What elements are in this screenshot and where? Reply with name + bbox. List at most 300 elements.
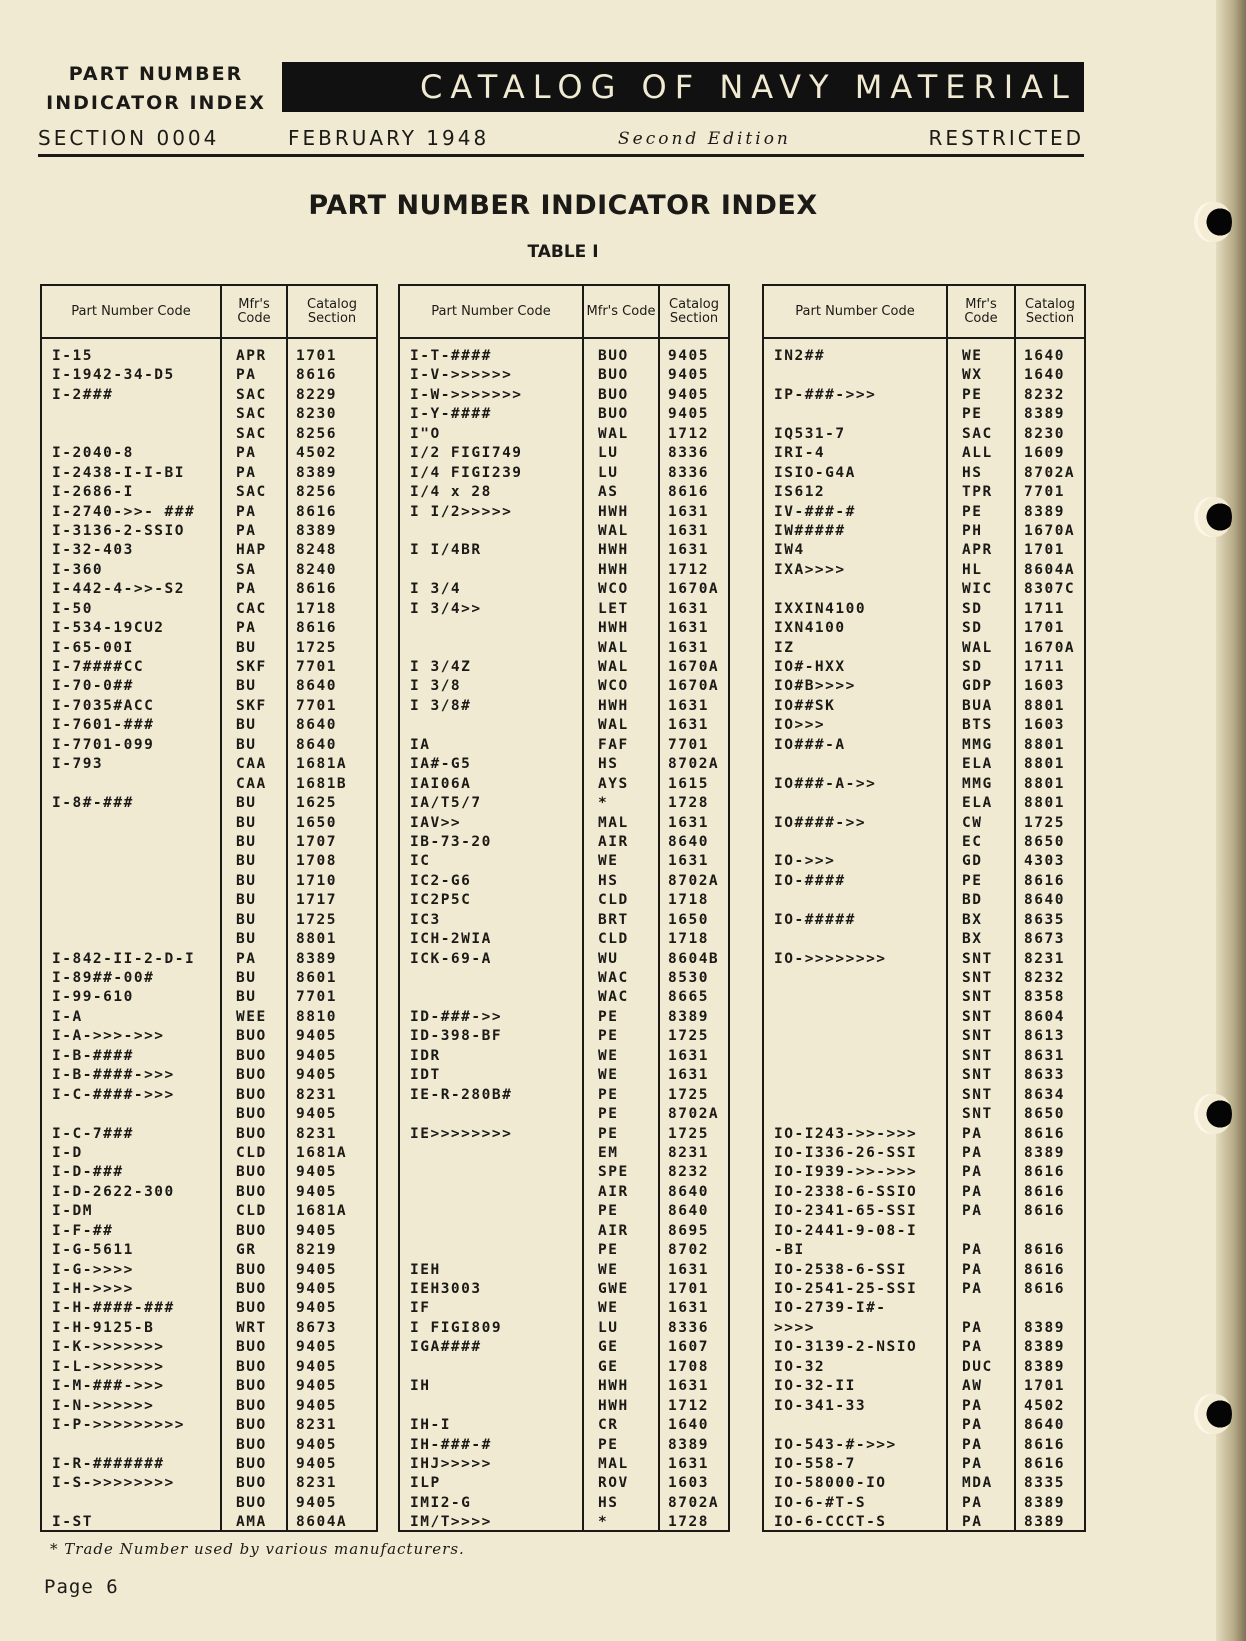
part-number-cell: ISIO-G4A xyxy=(774,464,856,481)
table-row xyxy=(764,775,1084,794)
catalog-section-cell: 9405 xyxy=(668,367,709,384)
table-row xyxy=(42,347,376,366)
mfr-code-cell: PA xyxy=(236,522,257,539)
part-number-cell: I/4 FIGI239 xyxy=(410,464,523,481)
table-row xyxy=(400,1280,728,1299)
table-row xyxy=(764,1280,1084,1299)
mfr-code-cell: PA xyxy=(962,1242,983,1259)
catalog-section-cell: 8336 xyxy=(668,464,709,481)
mfr-code-cell: PE xyxy=(598,1028,619,1045)
table-title: TABLE I xyxy=(527,242,599,262)
catalog-section-cell: 8230 xyxy=(296,406,337,423)
part-number-cell: IO-32 xyxy=(774,1358,826,1375)
binder-hole xyxy=(1198,1094,1232,1134)
part-number-cell: ILP xyxy=(410,1475,441,1492)
part-number-cell: IMI2-G xyxy=(410,1494,472,1511)
catalog-section-cell: 8801 xyxy=(1024,697,1065,714)
mfr-code-cell: BUO xyxy=(236,1067,267,1084)
table-row xyxy=(400,833,728,852)
mfr-code-cell: LU xyxy=(598,464,619,481)
table-row xyxy=(764,639,1084,658)
mfr-code-cell: SAC xyxy=(236,425,267,442)
table-row xyxy=(42,1105,376,1124)
mfr-code-cell: HS xyxy=(598,1494,619,1511)
catalog-section-cell: 8231 xyxy=(296,1475,337,1492)
catalog-section-cell: 8307C xyxy=(1024,581,1076,598)
table-row xyxy=(400,386,728,405)
catalog-section-cell: 8801 xyxy=(1024,775,1065,792)
catalog-section-cell: 8702A xyxy=(668,872,720,889)
catalog-section-cell: 1701 xyxy=(668,1281,709,1297)
mfr-code-cell: LU xyxy=(598,445,619,462)
table-body xyxy=(400,347,728,1533)
table-row xyxy=(400,658,728,677)
part-number-cell: IO-I243->>->>> xyxy=(774,1125,918,1142)
mfr-code-cell: HWH xyxy=(598,620,629,637)
table-row xyxy=(764,658,1084,677)
mfr-code-cell: SD xyxy=(962,620,983,637)
index-table-2 xyxy=(398,284,730,1532)
mfr-code-cell: BU xyxy=(236,639,257,656)
table-row xyxy=(42,366,376,385)
catalog-section-cell: 1631 xyxy=(668,814,709,831)
part-number-cell: I-15 xyxy=(52,348,93,364)
catalog-section-cell: 1718 xyxy=(296,600,337,617)
mfr-code-cell: HS xyxy=(598,872,619,889)
mfr-code-cell: BUA xyxy=(962,697,993,714)
part-number-cell: ID-###->> xyxy=(410,1008,503,1025)
part-number-cell: IO->>> xyxy=(774,853,836,870)
catalog-section-cell: 8389 xyxy=(296,464,337,481)
catalog-section-cell: 8640 xyxy=(1024,1417,1065,1434)
table-row xyxy=(42,600,376,619)
catalog-section-cell: 1631 xyxy=(668,1455,709,1472)
table-row xyxy=(42,950,376,969)
mfr-code-cell: PE xyxy=(962,386,983,403)
mfr-code-cell: APR xyxy=(962,542,993,559)
mfr-code-cell: CLD xyxy=(236,1203,267,1220)
mfr-code-cell: ROV xyxy=(598,1475,629,1492)
catalog-section-cell: 1707 xyxy=(296,833,337,850)
mfr-code-cell: BU xyxy=(236,717,257,734)
table-row xyxy=(400,814,728,833)
mfr-code-cell: SA xyxy=(236,561,257,578)
mfr-code-cell: PE xyxy=(598,1125,619,1142)
part-number-cell: IEH3003 xyxy=(410,1281,482,1297)
part-number-cell: IXN4100 xyxy=(774,620,846,637)
catalog-section-cell: 8640 xyxy=(296,736,337,753)
catalog-section-cell: 8650 xyxy=(1024,833,1065,850)
catalog-section-cell: 8702A xyxy=(1024,464,1076,481)
catalog-section-cell: 8616 xyxy=(668,484,709,501)
mfr-code-cell: TPR xyxy=(962,484,993,501)
mfr-code-cell: WE xyxy=(598,1047,619,1064)
table-row xyxy=(764,950,1084,969)
catalog-section-cell: 7701 xyxy=(668,736,709,753)
catalog-section-cell: 1711 xyxy=(1024,600,1065,617)
mfr-code-cell: SNT xyxy=(962,989,993,1006)
catalog-section-cell: 1681A xyxy=(296,1203,348,1220)
part-number-cell: IO-2441-9-08-I xyxy=(774,1222,918,1239)
mfr-code-cell: FAF xyxy=(598,736,629,753)
catalog-section-cell: 1670A xyxy=(668,678,720,695)
catalog-section-cell: 1725 xyxy=(668,1028,709,1045)
table-row xyxy=(42,1066,376,1085)
mfr-code-cell: SAC xyxy=(236,406,267,423)
catalog-section-cell: 4303 xyxy=(1024,853,1065,870)
mfr-code-cell: PH xyxy=(962,522,983,539)
table-row xyxy=(400,969,728,988)
part-number-cell: I-G->>>> xyxy=(52,1261,134,1278)
table-row xyxy=(42,1125,376,1144)
mfr-code-cell: PE xyxy=(598,1008,619,1025)
part-number-cell: I-L->>>>>>> xyxy=(52,1358,165,1375)
mfr-code-cell: MAL xyxy=(598,814,629,831)
part-number-cell: I-32-403 xyxy=(52,542,134,559)
catalog-section-cell: 1650 xyxy=(296,814,337,831)
mfr-code-cell: PA xyxy=(962,1125,983,1142)
catalog-section-cell: 8801 xyxy=(296,931,337,948)
part-number-cell: I-M-###->>> xyxy=(52,1378,165,1395)
part-number-cell: I-360 xyxy=(52,561,104,578)
catalog-section-cell: 1631 xyxy=(668,697,709,714)
part-number-cell: I-D xyxy=(52,1144,83,1161)
table-row xyxy=(42,1494,376,1513)
mfr-code-cell: APR xyxy=(236,348,267,364)
index-table-3 xyxy=(762,284,1086,1532)
catalog-section-cell: 1718 xyxy=(668,892,709,909)
catalog-section-cell: 8640 xyxy=(296,678,337,695)
part-number-cell: IXXIN4100 xyxy=(774,600,867,617)
table-row xyxy=(42,1455,376,1474)
part-number-cell: I-842-II-2-D-I xyxy=(52,950,196,967)
part-number-cell: IDT xyxy=(410,1067,441,1084)
table-row xyxy=(400,639,728,658)
catalog-section-cell: 8640 xyxy=(668,833,709,850)
catalog-section-cell: 9405 xyxy=(668,348,709,364)
mfr-code-cell: BUO xyxy=(236,1339,267,1356)
table-row xyxy=(400,1066,728,1085)
table-row xyxy=(42,386,376,405)
part-number-cell: IM/T>>>> xyxy=(410,1514,492,1531)
mfr-code-cell: PE xyxy=(962,503,983,520)
part-number-cell: IC2-G6 xyxy=(410,872,472,889)
part-number-cell: ID-398-BF xyxy=(410,1028,503,1045)
mfr-code-cell: ELA xyxy=(962,756,993,773)
catalog-section-cell: 1681A xyxy=(296,756,348,773)
mfr-code-cell: BUO xyxy=(236,1028,267,1045)
table-row xyxy=(400,872,728,891)
table-row xyxy=(400,1163,728,1182)
mfr-code-cell: SAC xyxy=(236,386,267,403)
mfr-code-cell: HWH xyxy=(598,542,629,559)
catalog-section-cell: 8650 xyxy=(1024,1106,1065,1123)
table-row xyxy=(42,794,376,813)
mfr-code-cell: BUO xyxy=(236,1494,267,1511)
table-row xyxy=(400,1358,728,1377)
catalog-section-cell: 1681B xyxy=(296,775,348,792)
table-row xyxy=(42,1377,376,1396)
mfr-code-cell: WU xyxy=(598,950,619,967)
mfr-code-cell: DUC xyxy=(962,1358,993,1375)
table-row xyxy=(764,930,1084,949)
part-number-cell: I-B-#### xyxy=(52,1047,134,1064)
catalog-section-cell: 1631 xyxy=(668,853,709,870)
part-number-cell: IA/T5/7 xyxy=(410,795,482,812)
table-row xyxy=(764,1047,1084,1066)
catalog-section-cell: 8616 xyxy=(296,581,337,598)
table-row xyxy=(400,755,728,774)
part-number-cell: I-2### xyxy=(52,386,114,403)
table-row xyxy=(764,580,1084,599)
mfr-code-cell: BUO xyxy=(236,1281,267,1297)
table-row xyxy=(764,522,1084,541)
catalog-section-cell: 9405 xyxy=(296,1047,337,1064)
part-number-cell: I-S->>>>>>>> xyxy=(52,1475,175,1492)
mfr-code-cell: BUO xyxy=(236,1183,267,1200)
mfr-code-cell: GWE xyxy=(598,1281,629,1297)
part-number-cell: IC2P5C xyxy=(410,892,472,909)
part-number-cell: I-DM xyxy=(52,1203,93,1220)
mfr-code-cell: WAL xyxy=(962,639,993,656)
part-number-cell: I-89##-00# xyxy=(52,970,155,986)
part-number-cell: IH-###-# xyxy=(410,1436,492,1453)
mfr-code-cell: BU xyxy=(236,736,257,753)
mfr-code-cell: CAC xyxy=(236,600,267,617)
part-number-cell: I-65-00I xyxy=(52,639,134,656)
table-row xyxy=(42,716,376,735)
table-row xyxy=(400,619,728,638)
part-number-cell: IE>>>>>>>> xyxy=(410,1125,513,1142)
table-row xyxy=(42,1280,376,1299)
part-number-cell: IC3 xyxy=(410,911,441,928)
catalog-section-cell: 8256 xyxy=(296,484,337,501)
part-number-cell: IH xyxy=(410,1378,431,1395)
catalog-section-cell: 8673 xyxy=(296,1319,337,1336)
part-number-cell: IV-###-# xyxy=(774,503,856,520)
catalog-section-cell: 8616 xyxy=(296,367,337,384)
mfr-code-cell: EM xyxy=(598,1144,619,1161)
footnote: * Trade Number used by various manufacturers. xyxy=(50,1540,465,1558)
part-number-cell: I-C-7### xyxy=(52,1125,134,1142)
catalog-section-cell: 8389 xyxy=(296,522,337,539)
mfr-code-cell: LET xyxy=(598,600,629,617)
mfr-code-cell: WX xyxy=(962,367,983,384)
table-row xyxy=(764,1261,1084,1280)
catalog-section-cell: 1631 xyxy=(668,1261,709,1278)
catalog-section-cell: 1728 xyxy=(668,1514,709,1531)
table-row xyxy=(764,794,1084,813)
catalog-section-cell: 1718 xyxy=(668,931,709,948)
mfr-code-cell: PE xyxy=(962,406,983,423)
mfr-code-cell: PA xyxy=(962,1203,983,1220)
part-number-cell: I-W->>>>>>> xyxy=(410,386,523,403)
catalog-section-cell: 8389 xyxy=(1024,1514,1065,1531)
catalog-section-cell: 8232 xyxy=(1024,970,1065,986)
part-number-cell: IXA>>>> xyxy=(774,561,846,578)
mfr-code-cell: PA xyxy=(236,620,257,637)
part-number-cell: I 3/4 xyxy=(410,581,462,598)
mfr-code-cell: CLD xyxy=(236,1144,267,1161)
part-number-cell: IO-341-33 xyxy=(774,1397,867,1414)
mfr-code-cell: WAL xyxy=(598,717,629,734)
catalog-section-cell: 9405 xyxy=(668,406,709,423)
mfr-code-cell: BUO xyxy=(598,386,629,403)
catalog-section-cell: 1631 xyxy=(668,1300,709,1317)
table-row xyxy=(400,794,728,813)
mfr-code-cell: BUO xyxy=(598,367,629,384)
col-header-mfr-code: Mfr's Code xyxy=(586,303,656,319)
catalog-section-cell: 1670A xyxy=(668,581,720,598)
mfr-code-cell: HWH xyxy=(598,1378,629,1395)
table-row xyxy=(400,1338,728,1357)
mfr-code-cell: HAP xyxy=(236,542,267,559)
table-row xyxy=(400,716,728,735)
catalog-section-cell: 8231 xyxy=(296,1125,337,1142)
table-row xyxy=(42,833,376,852)
table-row xyxy=(42,911,376,930)
catalog-section-cell: 8604B xyxy=(668,950,720,967)
part-number-cell: I-7601-### xyxy=(52,717,155,734)
catalog-section-cell: 1615 xyxy=(668,775,709,792)
part-number-cell: IO-2538-6-SSI xyxy=(774,1261,907,1278)
table-row xyxy=(400,483,728,502)
catalog-section-cell: 8616 xyxy=(1024,1455,1065,1472)
catalog-section-cell: 1631 xyxy=(668,503,709,520)
mfr-code-cell: PA xyxy=(236,464,257,481)
catalog-section-cell: 8604A xyxy=(296,1514,348,1531)
table-row xyxy=(764,988,1084,1007)
catalog-section-cell: 8616 xyxy=(1024,1242,1065,1259)
mfr-code-cell: BU xyxy=(236,931,257,948)
mfr-code-cell: BUO xyxy=(236,1455,267,1472)
table-row xyxy=(42,658,376,677)
table-row xyxy=(400,1455,728,1474)
mfr-code-cell: AIR xyxy=(598,833,629,850)
part-number-cell: I-99-610 xyxy=(52,989,134,1006)
mfr-code-cell: BU xyxy=(236,911,257,928)
mfr-code-cell: SNT xyxy=(962,1086,993,1103)
table-row xyxy=(400,1474,728,1493)
mfr-code-cell: PA xyxy=(236,445,257,462)
table-row xyxy=(764,1416,1084,1435)
mfr-code-cell: BUO xyxy=(236,1086,267,1103)
table-row xyxy=(42,891,376,910)
mfr-code-cell: PA xyxy=(962,1144,983,1161)
table-row xyxy=(764,716,1084,735)
part-number-cell: IO-558-7 xyxy=(774,1455,856,1472)
part-number-cell: IAI06A xyxy=(410,775,472,792)
mfr-code-cell: BUO xyxy=(236,1397,267,1414)
part-number-cell: IO-3139-2-NSIO xyxy=(774,1339,918,1356)
catalog-section-cell: 8801 xyxy=(1024,756,1065,773)
table-row xyxy=(764,677,1084,696)
part-number-cell: IH-I xyxy=(410,1417,451,1434)
catalog-section-cell: 1725 xyxy=(296,911,337,928)
part-number-cell: IO-32-II xyxy=(774,1378,856,1395)
catalog-section-cell: 8640 xyxy=(668,1183,709,1200)
table-row xyxy=(764,1241,1084,1260)
catalog-section-cell: 1701 xyxy=(296,348,337,364)
catalog-section-cell: 8604 xyxy=(1024,1008,1065,1025)
table-row xyxy=(764,600,1084,619)
catalog-section-cell: 1717 xyxy=(296,892,337,909)
catalog-section-cell: 1631 xyxy=(668,1047,709,1064)
catalog-section-cell: 8616 xyxy=(1024,1203,1065,1220)
mfr-code-cell: WE xyxy=(598,1067,619,1084)
mfr-code-cell: ELA xyxy=(962,795,993,812)
catalog-section-cell: 9405 xyxy=(296,1397,337,1414)
table-row xyxy=(400,1027,728,1046)
table-row xyxy=(42,541,376,560)
mfr-code-cell: BU xyxy=(236,872,257,889)
catalog-section-cell: 8635 xyxy=(1024,911,1065,928)
mfr-code-cell: SNT xyxy=(962,950,993,967)
mfr-code-cell: ALL xyxy=(962,445,993,462)
table-row xyxy=(400,930,728,949)
table-row xyxy=(42,1144,376,1163)
mfr-code-cell: SD xyxy=(962,600,983,617)
part-number-cell: IO-#### xyxy=(774,872,846,889)
catalog-section-cell: 1631 xyxy=(668,600,709,617)
part-number-cell: IEH xyxy=(410,1261,441,1278)
mfr-code-cell: PA xyxy=(962,1261,983,1278)
part-number-cell: I-P->>>>>>>>> xyxy=(52,1417,185,1434)
col-header-catalog-section: Catalog Section xyxy=(669,296,719,326)
mfr-code-cell: GE xyxy=(598,1339,619,1356)
catalog-section-cell: 8633 xyxy=(1024,1067,1065,1084)
part-number-cell: I 3/4Z xyxy=(410,659,472,675)
table-row xyxy=(400,425,728,444)
catalog-section-cell: 9405 xyxy=(296,1358,337,1375)
mfr-code-cell: PE xyxy=(962,872,983,889)
table-row xyxy=(400,1241,728,1260)
mfr-code-cell: MMG xyxy=(962,736,993,753)
catalog-section-cell: 8616 xyxy=(1024,1164,1065,1181)
table-row xyxy=(400,405,728,424)
table-row xyxy=(42,1319,376,1338)
mfr-code-cell: HWH xyxy=(598,561,629,578)
part-number-cell: -BI xyxy=(774,1242,805,1259)
mfr-code-cell: HWH xyxy=(598,1397,629,1414)
table-row xyxy=(764,697,1084,716)
classification-label: RESTRICTED xyxy=(928,126,1084,150)
mfr-code-cell: WAC xyxy=(598,989,629,1006)
catalog-section-cell: 1725 xyxy=(668,1125,709,1142)
mfr-code-cell: HS xyxy=(598,756,619,773)
mfr-code-cell: WAC xyxy=(598,970,629,986)
table-row xyxy=(400,1261,728,1280)
table-row xyxy=(764,1222,1084,1241)
catalog-section-cell: 8336 xyxy=(668,445,709,462)
table-row xyxy=(764,1377,1084,1396)
catalog-section-cell: 1640 xyxy=(1024,348,1065,364)
col-header-part-number: Part Number Code xyxy=(71,303,191,319)
part-number-cell: IC xyxy=(410,853,431,870)
catalog-section-cell: 8231 xyxy=(1024,950,1065,967)
index-heading xyxy=(38,60,274,118)
table-row xyxy=(764,619,1084,638)
part-number-cell: I-V->>>>>> xyxy=(410,367,513,384)
mfr-code-cell: BD xyxy=(962,892,983,909)
mfr-code-cell: BUO xyxy=(236,1261,267,1278)
part-number-cell: IO>>> xyxy=(774,717,826,734)
table-row xyxy=(42,1436,376,1455)
mfr-code-cell: BUO xyxy=(236,1125,267,1142)
table-row xyxy=(764,1008,1084,1027)
catalog-section-cell: 1670A xyxy=(1024,639,1076,656)
catalog-section-cell: 1728 xyxy=(668,795,709,812)
